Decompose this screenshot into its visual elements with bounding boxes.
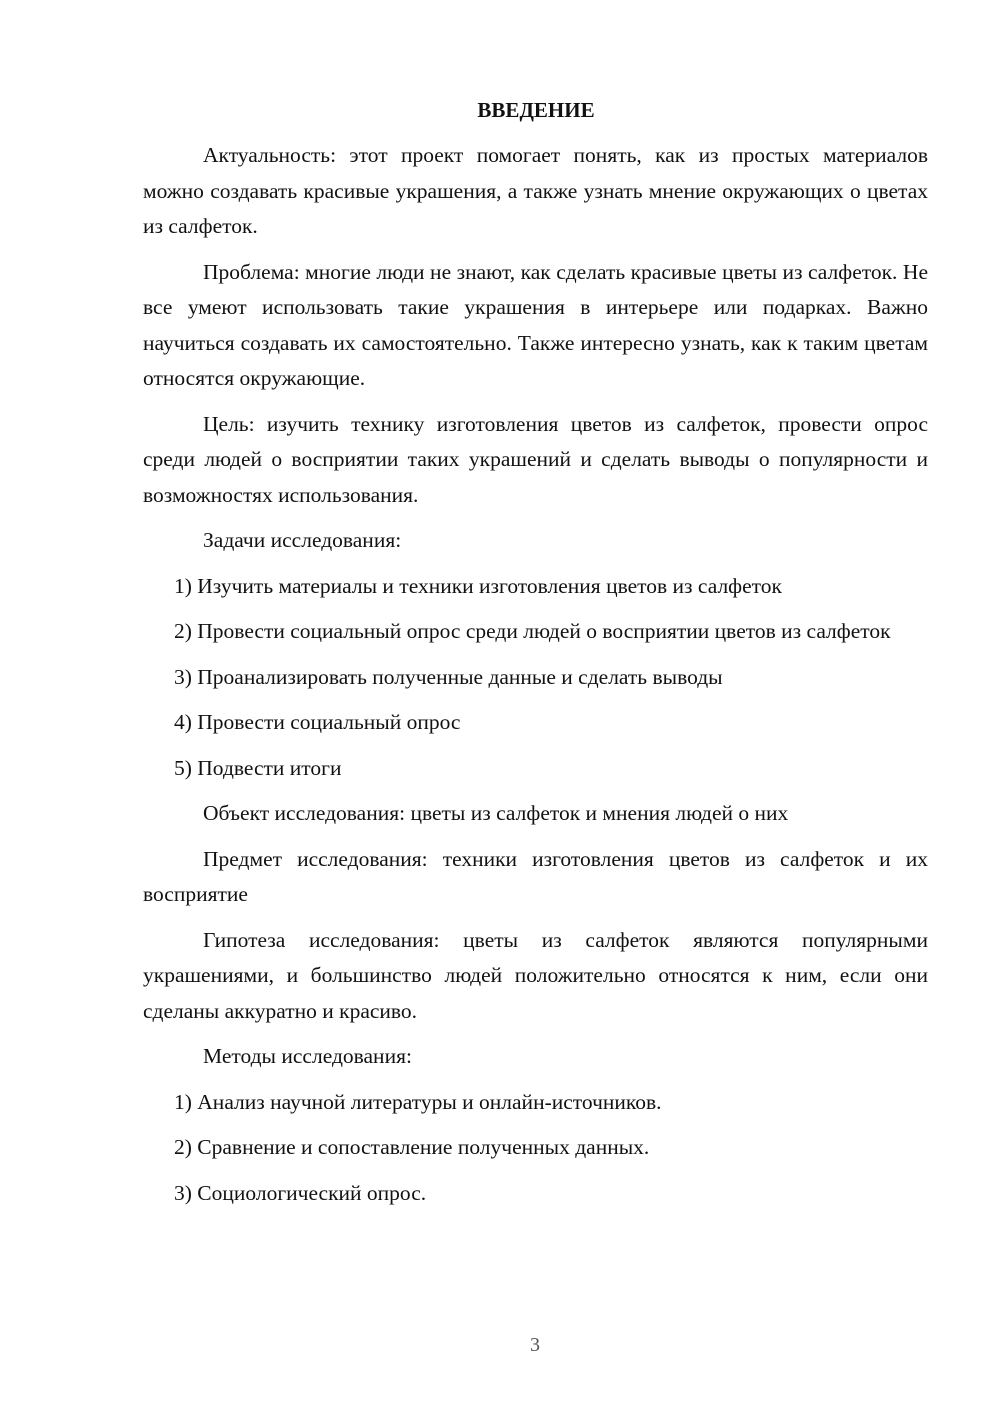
method-item: 1) Анализ научной литературы и онлайн-источников. (174, 1089, 662, 1114)
object-paragraph: Объект исследования: цветы из салфеток и мнения людей о них (203, 801, 789, 825)
task-item: 1) Изучить материалы и техники изготовления цветов из салфеток (174, 573, 782, 598)
task-item: 4) Провести социальный опрос (174, 710, 461, 734)
relevance-paragraph: Актуальность: этот проект помогает понять, как из простых материалов можно создавать красивые украшения, а также узнать мнение окружающих о цветах из салфеток. (143, 143, 928, 238)
task-item: 3) Проанализировать полученные данные и сделать выводы (174, 664, 723, 689)
page-content (143, 93, 928, 1221)
section-title: ВВЕДЕНИЕ (477, 98, 595, 122)
method-item: 3) Социологический опрос. (174, 1180, 427, 1205)
tasks-heading: Задачи исследования: (203, 528, 402, 552)
page-number: 3 (530, 1334, 540, 1356)
task-item: 2) Провести социальный опрос среди людей о восприятии цветов из салфеток (174, 619, 891, 643)
problem-paragraph: Проблема: многие люди не знают, как сделать красивые цветы из салфеток. Не все умеют использовать такие украшения в интерьере или подарках. Важно научиться создавать их самостоятельно. Также интересно узнать, как к таким цветам относятся окружающие. (143, 259, 928, 390)
task-item: 5) Подвести итоги (174, 755, 342, 780)
method-item: 2) Сравнение и сопоставление полученных данных. (174, 1135, 650, 1159)
goal-paragraph: Цель: изучить технику изготовления цветов из салфеток, провести опрос среди людей о восприятии таких украшений и сделать выводы о популярности и возможностях использования. (143, 411, 928, 507)
methods-heading: Методы исследования: (203, 1044, 412, 1068)
subject-paragraph: Предмет исследования: техники изготовления цветов из салфеток и их восприятие (143, 846, 928, 906)
hypothesis-paragraph: Гипотеза исследования: цветы из салфеток являются популярными украшениями, и большинство людей положительно относятся к ним, если они сделаны аккуратно и красиво. (143, 927, 928, 1023)
